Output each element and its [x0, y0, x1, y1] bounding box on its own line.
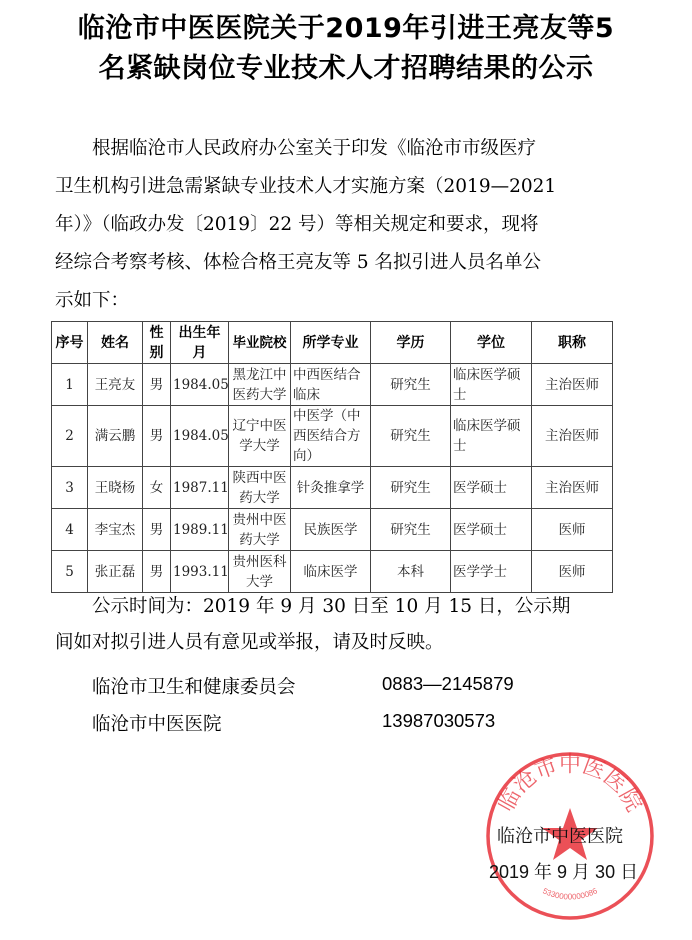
cell-school: 贵州医科大学 [229, 551, 291, 593]
document-title-line-1: 临沧市中医医院关于2019年引进王亮友等5 [77, 13, 615, 44]
intro-line-1: 根据临沧市人民政府办公室关于印发《临沧市市级医疗 [92, 138, 537, 159]
cell-birth: 1993.11 [171, 551, 229, 593]
table-row [52, 406, 613, 467]
header-title: 职称 [532, 322, 613, 364]
contact-row-hospital [92, 710, 592, 736]
signature-org: 临沧市中医医院 [497, 826, 623, 847]
cell-name: 满云鹏 [88, 406, 143, 467]
cell-education: 研究生 [371, 467, 451, 509]
contact-phone: 0883—2145879 [382, 673, 514, 694]
table-row [52, 509, 613, 551]
cell-birth: 1984.05 [171, 364, 229, 406]
cell-no: 2 [52, 406, 88, 467]
contact-org: 临沧市卫生和健康委员会 [92, 677, 296, 698]
table-header-row [52, 322, 613, 364]
svg-text:5330000000086 [541, 886, 599, 901]
seal-serial: 5330000000086 [541, 886, 599, 902]
cell-school: 陕西中医药大学 [229, 467, 291, 509]
header-gender: 性别 [143, 322, 171, 364]
cell-education: 本科 [371, 551, 451, 593]
cell-title: 主治医师 [532, 364, 613, 406]
cell-major: 针灸推拿学 [291, 467, 371, 509]
cell-degree: 医学硕士 [451, 509, 532, 551]
contact-row-health-commission [92, 673, 592, 699]
cell-major: 民族医学 [291, 509, 371, 551]
intro-paragraph [55, 130, 615, 320]
signature-date: 2019 年 9 月 30 日 [489, 862, 639, 882]
recruit-table [51, 321, 613, 593]
header-school: 毕业院校 [229, 322, 291, 364]
header-no: 序号 [52, 322, 88, 364]
table-row [52, 364, 613, 406]
cell-gender: 男 [143, 509, 171, 551]
cell-degree: 医学硕士 [451, 467, 532, 509]
cell-gender: 女 [143, 467, 171, 509]
cell-degree: 临床医学硕士 [451, 364, 532, 406]
cell-no: 4 [52, 509, 88, 551]
cell-degree: 临床医学硕士 [451, 406, 532, 467]
cell-name: 王晓杨 [88, 467, 143, 509]
cell-education: 研究生 [371, 509, 451, 551]
cell-title: 医师 [532, 509, 613, 551]
document-title-line-2: 名紧缺岗位专业技术人才招聘结果的公示 [98, 53, 594, 84]
cell-name: 王亮友 [88, 364, 143, 406]
header-degree: 学位 [451, 322, 532, 364]
cell-major: 临床医学 [291, 551, 371, 593]
cell-birth: 1984.05 [171, 406, 229, 467]
notice-line-2: 间如对拟引进人员有意见或举报，请及时反映。 [55, 632, 444, 653]
notice-line-1: 公示时间为：2019 年 9 月 30 日至 10 月 15 日，公示期 [92, 596, 571, 617]
header-name: 姓名 [88, 322, 143, 364]
seal-text: 临沧市中医医院 [493, 752, 647, 817]
header-major: 所学专业 [291, 322, 371, 364]
cell-name: 张正磊 [88, 551, 143, 593]
cell-school: 黑龙江中医药大学 [229, 364, 291, 406]
contact-phone: 13987030573 [382, 710, 496, 731]
cell-birth: 1989.11 [171, 509, 229, 551]
header-birth: 出生年月 [171, 322, 229, 364]
cell-title: 医师 [532, 551, 613, 593]
cell-school: 辽宁中医学大学 [229, 406, 291, 467]
cell-title: 主治医师 [532, 467, 613, 509]
svg-text:临沧市中医医院 [494, 752, 647, 816]
cell-gender: 男 [143, 364, 171, 406]
cell-name: 李宝杰 [88, 509, 143, 551]
cell-school: 贵州中医药大学 [229, 509, 291, 551]
cell-major: 中西医结合临床 [291, 364, 371, 406]
cell-education: 研究生 [371, 364, 451, 406]
intro-line-4: 经综合考察考核、体检合格王亮友等 5 名拟引进人员名单公 [55, 252, 542, 273]
cell-gender: 男 [143, 406, 171, 467]
cell-no: 1 [52, 364, 88, 406]
cell-no: 3 [52, 467, 88, 509]
table-row [52, 467, 613, 509]
cell-birth: 1987.11 [171, 467, 229, 509]
contact-org: 临沧市中医医院 [92, 714, 222, 735]
intro-line-2: 卫生机构引进急需紧缺专业技术人才实施方案（2019—2021 [55, 176, 557, 197]
cell-title: 主治医师 [532, 406, 613, 467]
cell-gender: 男 [143, 551, 171, 593]
intro-line-3: 年）》（临政办发〔2019〕22 号）等相关规定和要求，现将 [55, 214, 539, 235]
header-education: 学历 [371, 322, 451, 364]
cell-no: 5 [52, 551, 88, 593]
table-row [52, 551, 613, 593]
cell-major: 中医学（中西医结合方向） [291, 406, 371, 467]
cell-degree: 医学学士 [451, 551, 532, 593]
intro-line-5: 示如下： [55, 290, 130, 311]
cell-education: 研究生 [371, 406, 451, 467]
